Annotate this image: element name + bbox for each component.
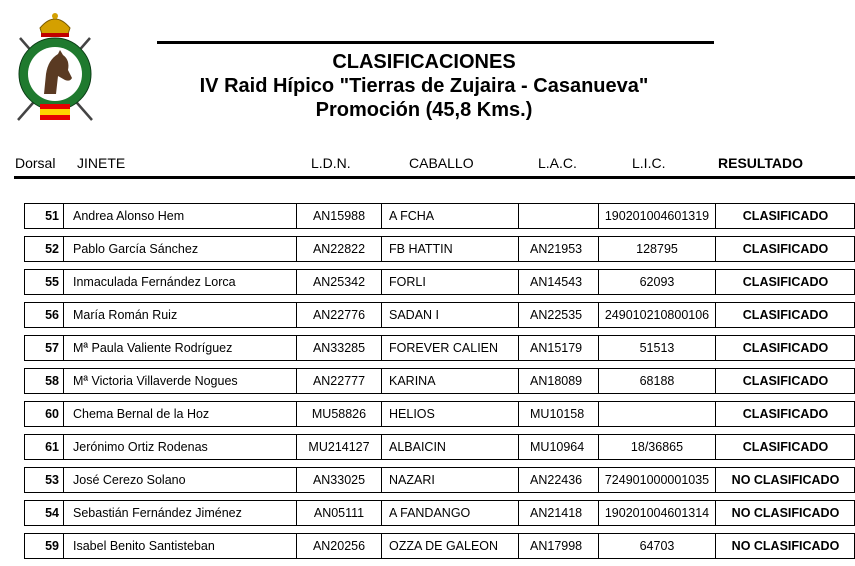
- table-row: [24, 368, 855, 394]
- page-title: CLASIFICACIONES: [332, 51, 516, 73]
- ldn-cell: AN33025: [297, 468, 382, 492]
- title-block: [120, 50, 728, 122]
- jinete-cell: José Cerezo Solano: [64, 468, 297, 492]
- dorsal-cell: 52: [25, 237, 64, 261]
- ldn-cell: AN22822: [297, 237, 382, 261]
- jinete-cell: Andrea Alonso Hem: [64, 204, 297, 228]
- ldn-cell: MU214127: [297, 435, 382, 459]
- col-header-caballo: CABALLO: [409, 155, 474, 171]
- lic-cell: 64703: [599, 534, 716, 558]
- top-rule: [157, 41, 714, 44]
- col-header-lic: L.I.C.: [632, 155, 666, 171]
- resultado-cell: CLASIFICADO: [742, 341, 829, 355]
- ldn-cell: AN22776: [297, 303, 382, 327]
- caballo-cell: HELIOS: [381, 402, 519, 426]
- caballo-cell: FOREVER CALIEN: [381, 336, 519, 360]
- jinete-cell: Mª Paula Valiente Rodríguez: [64, 336, 297, 360]
- table-row: [24, 500, 855, 526]
- jinete-cell: María Román Ruiz: [64, 303, 297, 327]
- dorsal-cell: 57: [25, 336, 64, 360]
- lac-cell: AN15179: [519, 336, 599, 360]
- dorsal-cell: 56: [25, 303, 64, 327]
- lic-cell: 62093: [599, 270, 716, 294]
- resultado-cell: CLASIFICADO: [742, 407, 829, 421]
- resultado-cell: CLASIFICADO: [742, 374, 829, 388]
- federation-logo: [10, 8, 100, 126]
- resultado-cell: CLASIFICADO: [742, 242, 829, 256]
- lac-cell: MU10964: [519, 435, 599, 459]
- col-header-ldn: L.D.N.: [311, 155, 351, 171]
- table-row: [24, 401, 855, 427]
- ldn-cell: MU58826: [297, 402, 382, 426]
- table-row: [24, 302, 855, 328]
- lac-cell: AN21953: [519, 237, 599, 261]
- col-header-lac: L.A.C.: [538, 155, 577, 171]
- lac-cell: MU10158: [519, 402, 599, 426]
- federation-crest-icon: [10, 8, 100, 126]
- jinete-cell: Chema Bernal de la Hoz: [64, 402, 297, 426]
- lac-cell: AN17998: [519, 534, 599, 558]
- caballo-cell: A FCHA: [381, 204, 519, 228]
- caballo-cell: FB HATTIN: [381, 237, 519, 261]
- caballo-cell: KARINA: [381, 369, 519, 393]
- jinete-cell: Jerónimo Ortiz Rodenas: [64, 435, 297, 459]
- lac-cell: AN18089: [519, 369, 599, 393]
- caballo-cell: A FANDANGO: [381, 501, 519, 525]
- resultado-cell: NO CLASIFICADO: [731, 473, 840, 487]
- ldn-cell: AN15988: [297, 204, 382, 228]
- lic-cell: 18/36865: [599, 435, 716, 459]
- table-row: [24, 335, 855, 361]
- caballo-cell: OZZA DE GALEON: [381, 534, 519, 558]
- table-row: [24, 467, 855, 493]
- col-header-dorsal: Dorsal: [15, 155, 56, 171]
- lic-cell: 724901000001035: [599, 468, 716, 492]
- dorsal-cell: 59: [25, 534, 64, 558]
- ldn-cell: AN22777: [297, 369, 382, 393]
- ldn-cell: AN25342: [297, 270, 382, 294]
- table-row: [24, 236, 855, 262]
- lac-cell: AN22535: [519, 303, 599, 327]
- dorsal-cell: 61: [25, 435, 64, 459]
- dorsal-cell: 60: [25, 402, 64, 426]
- resultado-cell: CLASIFICADO: [742, 440, 829, 454]
- dorsal-cell: 51: [25, 204, 64, 228]
- table-row: [24, 434, 855, 460]
- col-header-jinete: JINETE: [77, 155, 126, 171]
- resultado-cell: CLASIFICADO: [742, 308, 829, 322]
- lic-cell: 68188: [599, 369, 716, 393]
- resultado-cell: NO CLASIFICADO: [731, 506, 840, 520]
- dorsal-cell: 54: [25, 501, 64, 525]
- caballo-cell: NAZARI: [381, 468, 519, 492]
- lac-cell: [519, 204, 599, 228]
- ldn-cell: AN33285: [297, 336, 382, 360]
- lac-cell: AN22436: [519, 468, 599, 492]
- lic-cell: 128795: [599, 237, 716, 261]
- resultado-cell: CLASIFICADO: [742, 209, 829, 223]
- caballo-cell: FORLI: [381, 270, 519, 294]
- jinete-cell: Sebastián Fernández Jiménez: [64, 501, 297, 525]
- jinete-cell: Isabel Benito Santisteban: [64, 534, 297, 558]
- ldn-cell: AN05111: [297, 501, 382, 525]
- col-header-resultado: RESULTADO: [718, 155, 804, 171]
- ldn-cell: AN20256: [297, 534, 382, 558]
- jinete-cell: Inmaculada Fernández Lorca: [64, 270, 297, 294]
- lic-cell: 249010210800106: [599, 303, 716, 327]
- lic-cell: 51513: [599, 336, 716, 360]
- header-rule: [14, 176, 855, 179]
- table-row: [24, 203, 855, 229]
- lic-cell: [599, 402, 716, 426]
- jinete-cell: Mª Victoria Villaverde Nogues: [64, 369, 297, 393]
- dorsal-cell: 55: [25, 270, 64, 294]
- caballo-cell: ALBAICIN: [381, 435, 519, 459]
- lic-cell: 190201004601314: [599, 501, 716, 525]
- event-title: IV Raid Hípico "Tierras de Zujaira - Casanueva": [199, 75, 649, 97]
- dorsal-cell: 58: [25, 369, 64, 393]
- dorsal-cell: 53: [25, 468, 64, 492]
- lac-cell: AN21418: [519, 501, 599, 525]
- resultado-cell: CLASIFICADO: [742, 275, 829, 289]
- lic-cell: 190201004601319: [599, 204, 716, 228]
- jinete-cell: Pablo García Sánchez: [64, 237, 297, 261]
- results-table: [24, 203, 855, 566]
- category-title: Promoción (45,8 Kms.): [315, 99, 533, 121]
- resultado-cell: NO CLASIFICADO: [731, 539, 840, 553]
- table-row: [24, 269, 855, 295]
- caballo-cell: SADAN I: [381, 303, 519, 327]
- lac-cell: AN14543: [519, 270, 599, 294]
